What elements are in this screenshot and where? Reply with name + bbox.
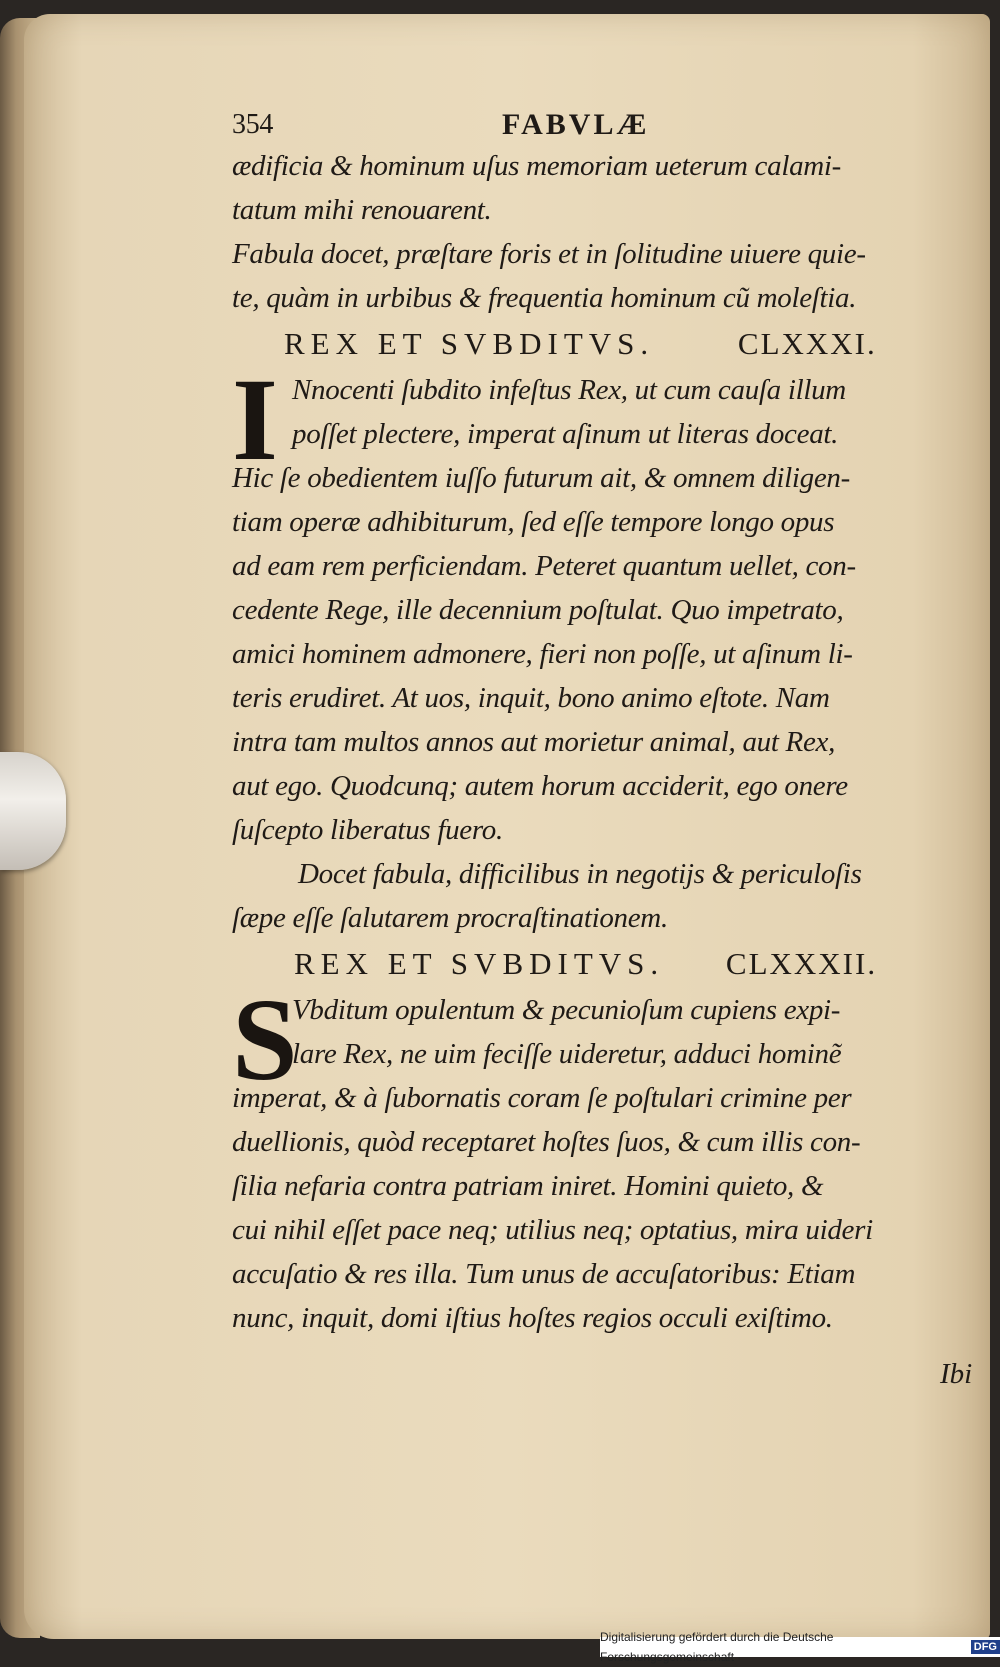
text-line: Nnocenti ſubdito infeſtus Rex, ut cum cauſa illum [292, 374, 846, 406]
catchword: Ibi [940, 1358, 973, 1390]
text-line: accuſatio & res illa. Tum unus de accuſatoribus: Etiam [232, 1258, 856, 1290]
text-line: ædificia & hominum uſus memoriam ueterum calami- [232, 150, 842, 182]
text-line: aut ego. Quodcunq; autem horum acciderit, ego onere [232, 770, 848, 802]
text-line: intra tam multos annos aut morietur animal, aut Rex, [232, 726, 836, 758]
footer-credit: Digitalisierung gefördert durch die Deutsche Forschungsgemeinschaft · [600, 1630, 834, 1664]
text-line: poſſet plectere, imperat aſinum ut literas doceat. [292, 418, 839, 450]
digitization-footer [600, 1630, 1000, 1664]
fable-heading [232, 940, 972, 988]
moral-line: Docet fabula, difficilibus in negotijs & periculoſis [298, 858, 862, 890]
text-line: ſilia nefaria contra patriam iniret. Homini quieto, & [232, 1170, 824, 1202]
text-line: Vbditum opulentum & pecunioſum cupiens expi- [292, 994, 841, 1026]
text-line: teris erudiret. At uos, inquit, bono animo eſtote. Nam [232, 682, 830, 714]
text-line: ad eam rem perficiendam. Peteret quantum uellet, con- [232, 550, 856, 582]
text-line: cui nihil eſſet pace neq; utilius neq; optatius, mira uideri [232, 1214, 873, 1246]
text-line: tatum mihi renouarent. [232, 194, 492, 226]
text-line: nunc, inquit, domi iſtius hoſtes regios occuli exiſtimo. [232, 1302, 833, 1334]
running-title: FABVLÆ [502, 108, 650, 141]
page-header [232, 106, 972, 144]
drop-capital: I [232, 354, 278, 485]
text-line: lare Rex, ne uim feciſſe uideretur, adduci hominẽ [292, 1038, 842, 1070]
page-text [232, 106, 972, 1340]
text-line: tiam operæ adhibiturum, ſed eſſe tempore longo opus [232, 506, 835, 538]
moral-line: ſæpe eſſe ſalutarem procraſtinationem. [232, 902, 668, 934]
page-number: 354 [232, 109, 274, 140]
fable-number: CLXXXI. [737, 326, 877, 361]
text-line: cedente Rege, ille decennium poſtulat. Quo impetrato, [232, 594, 844, 626]
drop-capital: S [232, 974, 298, 1105]
text-line: imperat, & à ſubornatis coram ſe poſtulari crimine per [232, 1082, 852, 1114]
dfg-logo: DFG [971, 1640, 1000, 1654]
text-line: ſuſcepto liberatus fuero. [232, 814, 503, 846]
fable-title: REX ET SVBDITVS. [294, 946, 665, 981]
text-line: Fabula docet, præſtare foris et in ſolitudine uiuere quie- [232, 238, 866, 270]
fable-number: CLXXXII. [725, 946, 878, 981]
text-line: duellionis, quòd receptaret hoſtes ſuos, & cum illis con- [232, 1126, 861, 1158]
text-line: Hic ſe obedientem iuſſo futurum ait, & omnem diligen- [232, 462, 850, 494]
fable-title: REX ET SVBDITVS. [284, 326, 655, 361]
text-line: te, quàm in urbibus & frequentia hominum cũ moleſtia. [232, 282, 857, 314]
fable-heading [232, 320, 972, 368]
text-line: amici hominem admonere, fieri non poſſe, ut aſinum li- [232, 638, 853, 670]
